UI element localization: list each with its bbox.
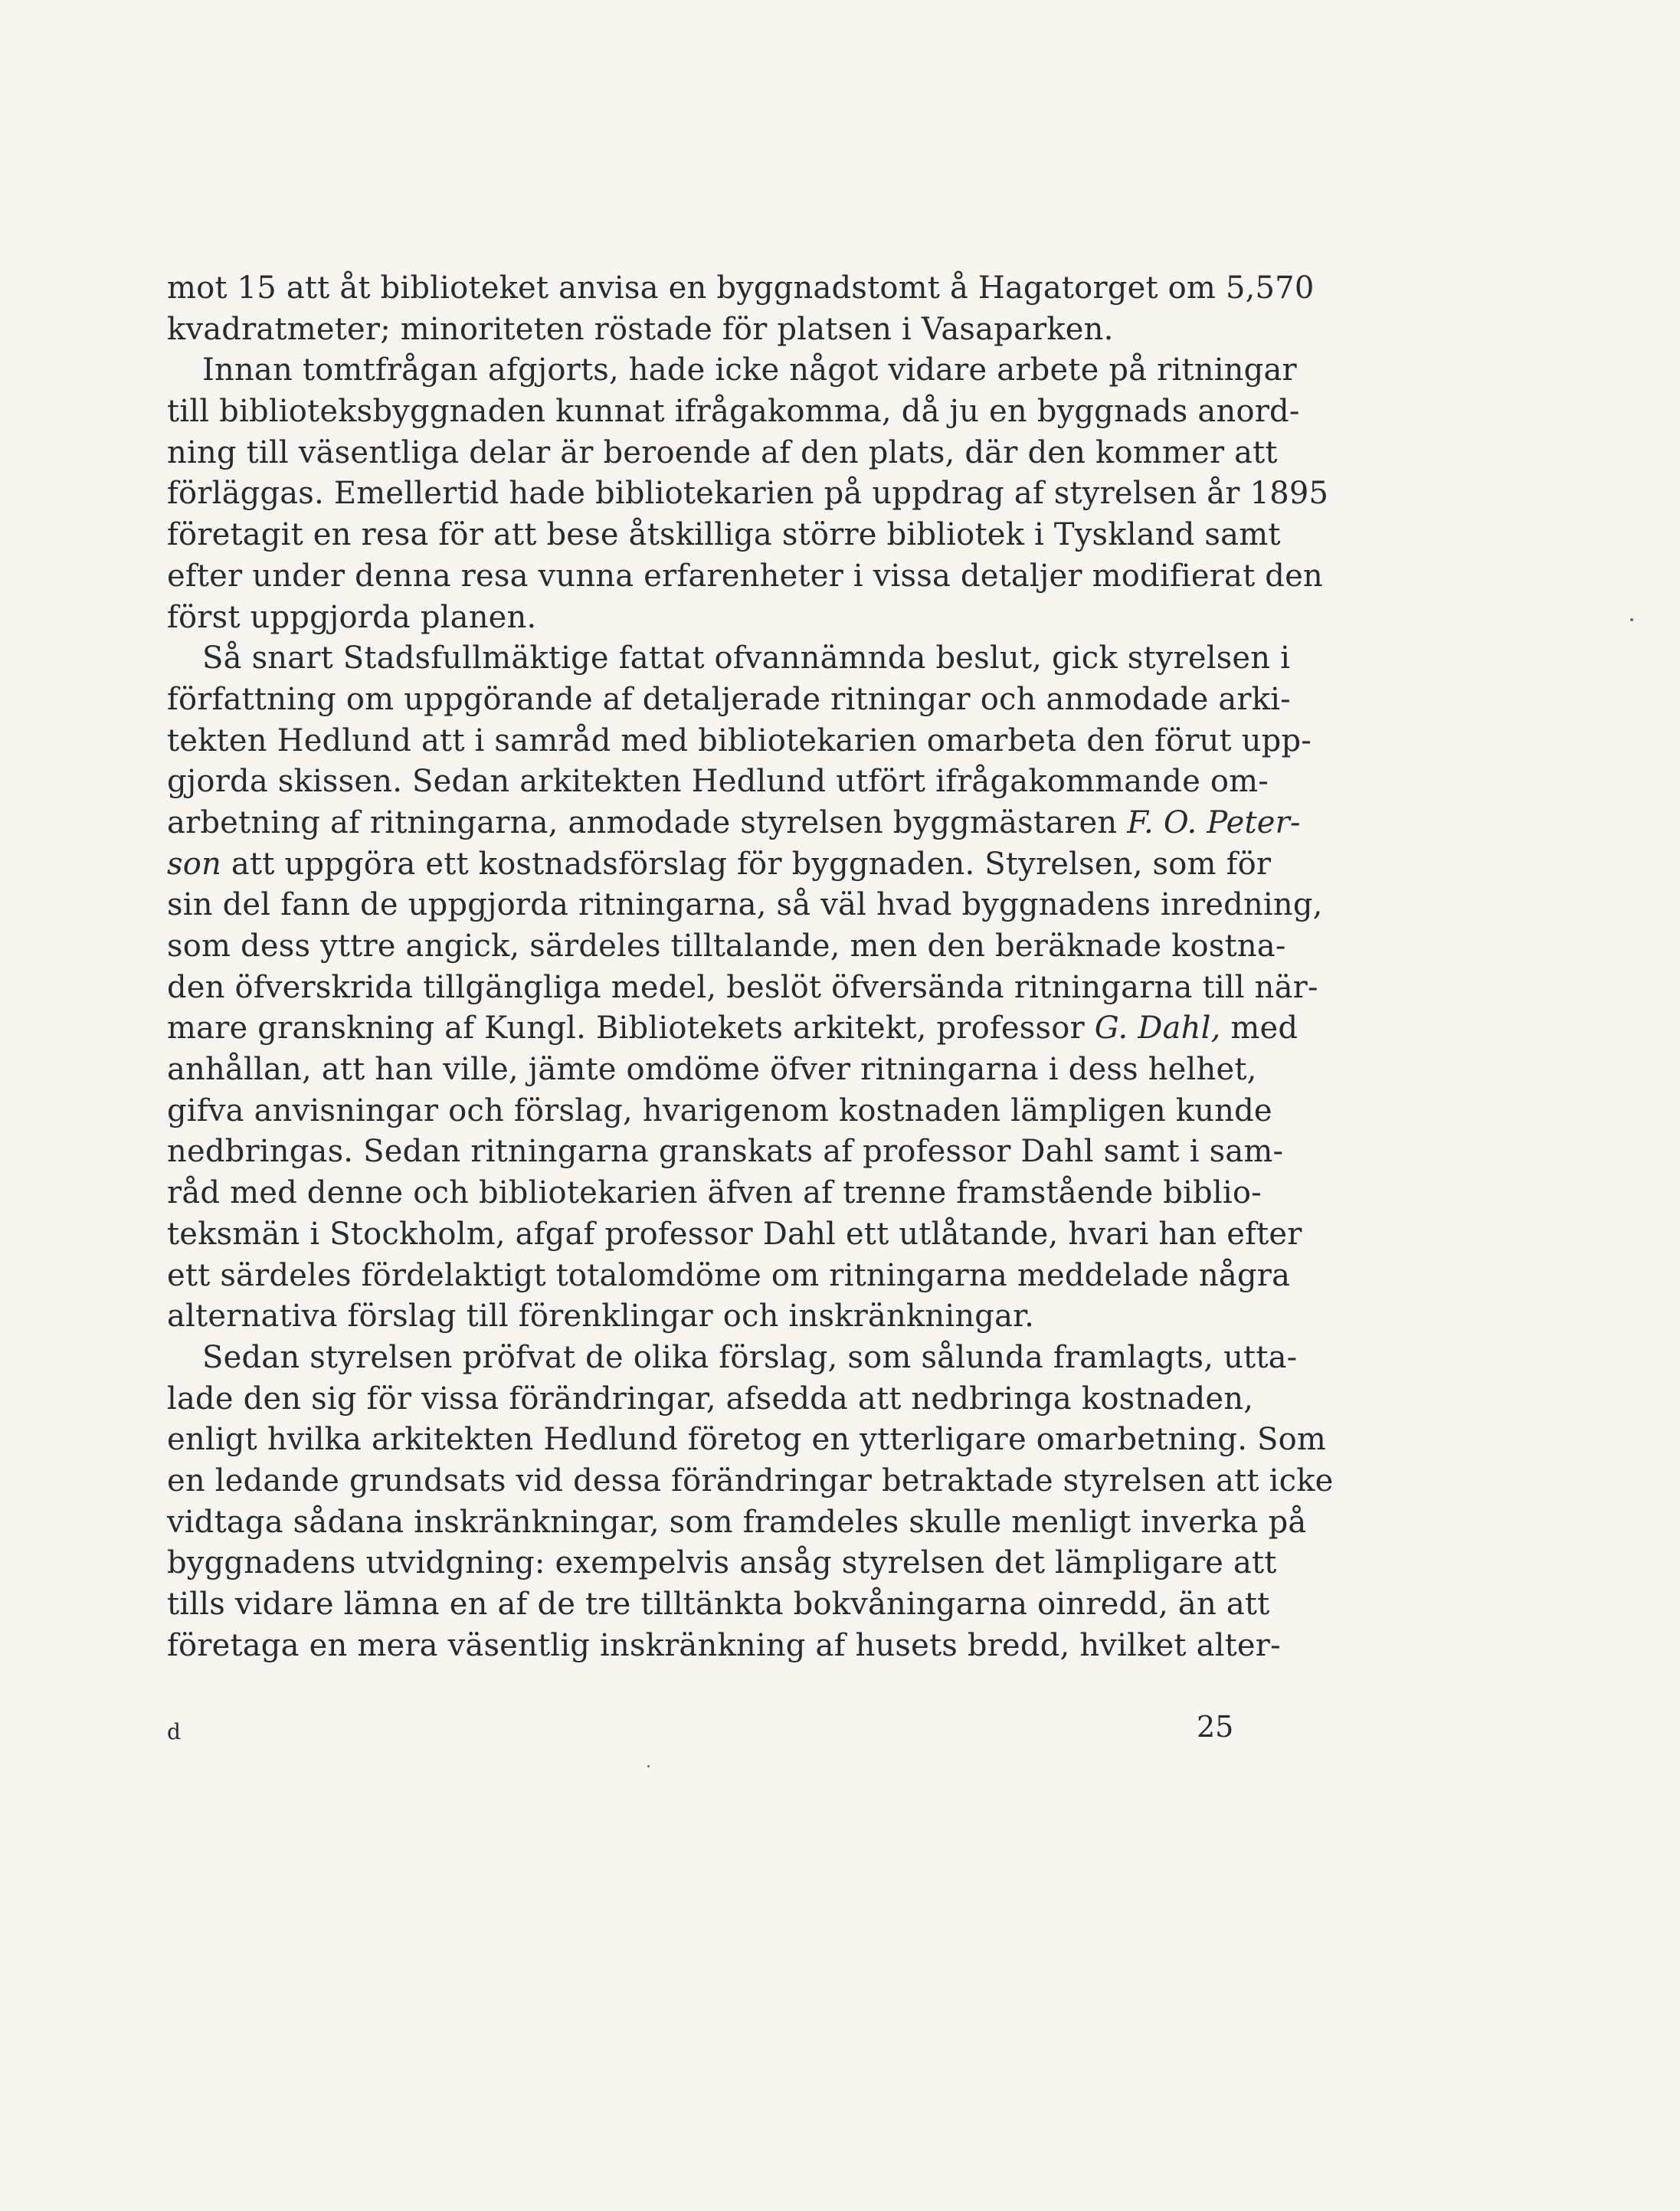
line-text: en ledande grundsats vid dessa förändringar betraktade styrelsen att icke [167, 1463, 1334, 1499]
line-text: först uppgjorda planen. [167, 599, 537, 635]
line-text: som dess yttre angick, särdeles tilltalande, men den beräknade kostna- [167, 929, 1286, 964]
line-text: Innan tomtfrågan afgjorts, hade icke något vidare arbete på ritningar [202, 352, 1297, 388]
line-text: kvadratmeter; minoriteten röstade för platsen i Vasaparken. [167, 311, 1114, 347]
line-text: företaga en mera väsentlig inskränkning af husets bredd, hvilket alter- [167, 1627, 1281, 1663]
line-text: arbetning af ritningarna, anmodade styrelsen byggmästaren [167, 804, 1118, 840]
text-line [167, 762, 1269, 803]
text-line [167, 680, 1291, 721]
text-line [167, 1461, 1334, 1502]
italic-name: son [167, 846, 221, 882]
line-text: företagit en resa för att bese åtskilliga större bibliotek i Tyskland samt [167, 517, 1281, 553]
line-text: vidtaga sådana inskränkningar, som framdeles skulle menligt inverka på [167, 1504, 1307, 1540]
text-line [167, 1543, 1277, 1584]
text-line [167, 968, 1318, 1009]
paper-speck [647, 1765, 650, 1767]
text-line [167, 1050, 1257, 1091]
text-line [167, 556, 1323, 598]
text-line [167, 1296, 1233, 1338]
text-line [167, 350, 1297, 391]
line-text: lade den sig för vissa förändringar, afsedda att nedbringa kostnaden, [167, 1381, 1254, 1417]
line-text: mare granskning af Kungl. Bibliotekets arkitekt, professor [167, 1011, 1085, 1047]
line-text: med [1230, 1011, 1298, 1047]
line-text: teksmän i Stockholm, afgaf professor Dahl ett utlåtande, hvari han efter [167, 1216, 1302, 1252]
line-text: alternativa förslag till förenklingar och inskränkningar. [167, 1299, 1034, 1335]
line-text: tills vidare lämna en af de tre tilltänkta bokvåningarna oinredd, än att [167, 1587, 1270, 1622]
text-line [167, 1420, 1327, 1461]
line-text: att uppgöra ett kostnadsförslag för byggnaden. Styrelsen, som för [231, 846, 1272, 882]
text-line [167, 598, 1233, 639]
line-text: Så snart Stadsfullmäktige fattat ofvannämnda beslut, gick styrelsen i [202, 640, 1291, 676]
text-line [167, 1502, 1307, 1544]
text-line [167, 1214, 1302, 1256]
text-line [167, 885, 1323, 926]
line-text: efter under denna resa vunna erfarenheter i vissa detaljer modifierat den [167, 558, 1323, 594]
line-text: författning om uppgörande af detaljerade ritningar och anmodade arki- [167, 681, 1291, 717]
line-text: Sedan styrelsen pröfvat de olika förslag, som sålunda framlagts, utta- [202, 1339, 1298, 1375]
text-line [167, 1173, 1262, 1214]
paper-speck [1630, 618, 1633, 621]
text-line [167, 1008, 1298, 1050]
text-line [167, 1626, 1281, 1667]
text-line [167, 1584, 1270, 1626]
text-line [167, 268, 1315, 310]
text-line [167, 1379, 1254, 1420]
text-line [167, 926, 1286, 968]
text-line [167, 433, 1278, 474]
text-line [167, 515, 1281, 556]
text-line [167, 844, 1272, 886]
line-text: gjorda skissen. Sedan arkitekten Hedlund utfört ifrågakommande om- [167, 764, 1269, 800]
line-text: den öfverskrida tillgängliga medel, beslöt öfversända ritningarna till när- [167, 969, 1318, 1005]
text-line [167, 473, 1329, 515]
text-line [167, 638, 1291, 680]
text-line [167, 1091, 1272, 1132]
italic-name: G. Dahl, [1094, 1011, 1221, 1047]
line-text: nedbringas. Sedan ritningarna granskats af professor Dahl samt i sam- [167, 1134, 1284, 1170]
line-text: till biblioteksbyggnaden kunnat ifrågakomma, då ju en byggnads anord- [167, 394, 1300, 430]
line-text: ett särdeles fördelaktigt totalomdöme om ritningarna meddelade några [167, 1257, 1291, 1293]
line-text: förläggas. Emellertid hade bibliotekarien på uppdrag af styrelsen år 1895 [167, 476, 1329, 512]
text-line [167, 803, 1301, 844]
line-text: sin del fann de uppgjorda ritningarna, så väl hvad byggnadens inredning, [167, 887, 1323, 923]
body-text [167, 268, 1334, 1666]
text-line [167, 1256, 1291, 1297]
signature-mark: d [167, 1719, 181, 1744]
line-text: enligt hvilka arkitekten Hedlund företog en ytterligare omarbetning. Som [167, 1422, 1327, 1458]
line-text: ning till väsentliga delar är beroende af den plats, där den kommer att [167, 434, 1278, 470]
page-number: 25 [1197, 1710, 1234, 1744]
text-line [167, 1338, 1298, 1379]
italic-name: F. O. Peter- [1127, 804, 1301, 840]
text-line [167, 1132, 1284, 1173]
text-line [167, 391, 1300, 433]
line-text: gifva anvisningar och förslag, hvarigenom kostnaden lämpligen kunde [167, 1092, 1272, 1128]
line-text: råd med denne och bibliotekarien äfven af trenne framstående biblio- [167, 1175, 1262, 1211]
line-text: mot 15 att åt biblioteket anvisa en byggnadstomt å Hagatorget om 5,570 [167, 270, 1315, 306]
text-line [167, 310, 1233, 351]
line-text: tekten Hedlund att i samråd med bibliotekarien omarbeta den förut upp- [167, 722, 1312, 758]
line-text: byggnadens utvidgning: exempelvis ansåg styrelsen det lämpligare att [167, 1545, 1277, 1581]
text-line [167, 721, 1312, 762]
line-text: anhållan, att han ville, jämte omdöme öfver ritningarna i dess helhet, [167, 1052, 1257, 1088]
